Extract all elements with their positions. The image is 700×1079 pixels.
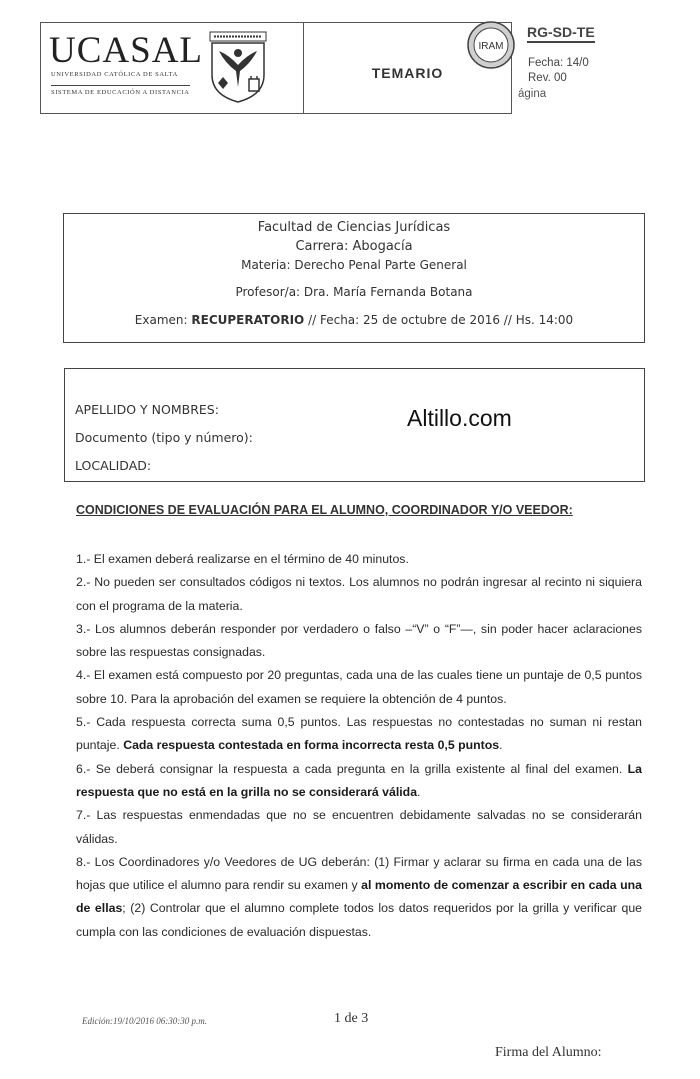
condition-item: 4.- El examen está compuesto por 20 preguntas, cada una de las cuales tiene un puntaje de 0,5 puntos sobre 10. Para la aprobación del examen se requiere la obtención de 4 puntos.	[76, 668, 642, 706]
exam-prefix: Examen:	[134, 313, 192, 327]
condition-item: 8.- Los Coordinadores y/o Veedores de UG deberán: (1) Firmar y aclarar su firma en cada una de las hojas que utilice el alumno para rendir su examen y al momento de comenzar a escribir en cada una de ellas; (2) Controlar que el alumno complete todos los datos requeridos por la grilla y verificar que cumpla con las condiciones de evaluación dispuestas.	[76, 854, 642, 939]
logo-block	[41, 23, 304, 113]
conditions-heading: CONDICIONES DE EVALUACIÓN PARA EL ALUMNO, COORDINADOR Y/O VEEDOR:	[76, 503, 573, 517]
document-date: Fecha: 14/0	[528, 57, 589, 69]
condition-item: 2.- No pueden ser consultados códigos ni textos. Los alumnos no podrán ingresar al recinto ni siquiera con el programa de la materia.	[76, 575, 642, 613]
page-number: 1 de 3	[334, 1011, 369, 1026]
exam-date-time: // Fecha: 25 de octubre de 2016 // Hs. 14:00	[304, 313, 574, 327]
conditions-list	[76, 548, 642, 944]
university-crest-icon	[209, 31, 267, 103]
exam-details	[64, 313, 644, 327]
watermark: Altillo.com	[407, 405, 512, 431]
condition-item: 1.- El examen deberá realizarse en el término de 40 minutos.	[76, 552, 409, 566]
student-signature-label: Firma del Alumno:	[495, 1045, 602, 1060]
edition-timestamp: Edición:19/10/2016 06:30:30 p.m.	[82, 1016, 207, 1026]
iram-seal-icon	[466, 20, 516, 70]
document-revision: Rev. 00	[528, 72, 567, 84]
svg-text:IRAM: IRAM	[478, 41, 504, 52]
document-field-label: Documento (tipo y número):	[75, 430, 253, 445]
page-title: TEMARIO	[371, 65, 444, 81]
document-page-label: ágina	[518, 88, 547, 100]
document-header	[40, 22, 512, 114]
career-name: Carrera: Abogacía	[295, 239, 413, 254]
condition-item: 6.- Se deberá consignar la respuesta a cada pregunta en la grilla existente al final del examen. La respuesta que no está en la grilla no se considerará válida.	[76, 761, 642, 799]
exam-type: RECUPERATORIO	[191, 313, 305, 327]
exam-info-box	[63, 213, 645, 343]
condition-item: 7.- Las respuestas enmendadas que no se encuentren debidamente salvadas no se considerarán válidas.	[76, 808, 642, 846]
condition-item: 5.- Cada respuesta correcta suma 0,5 puntos. Las respuestas no contestadas no suman ni restan puntaje. Cada respuesta contestada en forma incorrecta resta 0,5 puntos.	[76, 715, 642, 753]
professor-name: Profesor/a: Dra. María Fernanda Botana	[235, 285, 473, 299]
ucasal-logo-text: UCASAL	[49, 30, 204, 71]
surname-name-field-label: APELLIDO Y NOMBRES:	[75, 402, 219, 417]
faculty-name: Facultad de Ciencias Jurídicas	[257, 220, 451, 235]
logo-subtitle-2: SISTEMA DE EDUCACIÓN A DISTANCIA	[51, 85, 190, 96]
student-data-box	[64, 368, 645, 482]
locality-field-label: LOCALIDAD:	[75, 458, 152, 473]
subject-name: Materia: Derecho Penal Parte General	[241, 258, 467, 272]
condition-item: 3.- Los alumnos deberán responder por verdadero o falso –“V” o “F”—, sin poder hacer aclaraciones sobre las respuestas consignadas.	[76, 621, 642, 660]
logo-subtitle: UNIVERSIDAD CATÓLICA DE SALTA	[51, 71, 178, 78]
document-code: RG-SD-TE	[527, 24, 595, 43]
